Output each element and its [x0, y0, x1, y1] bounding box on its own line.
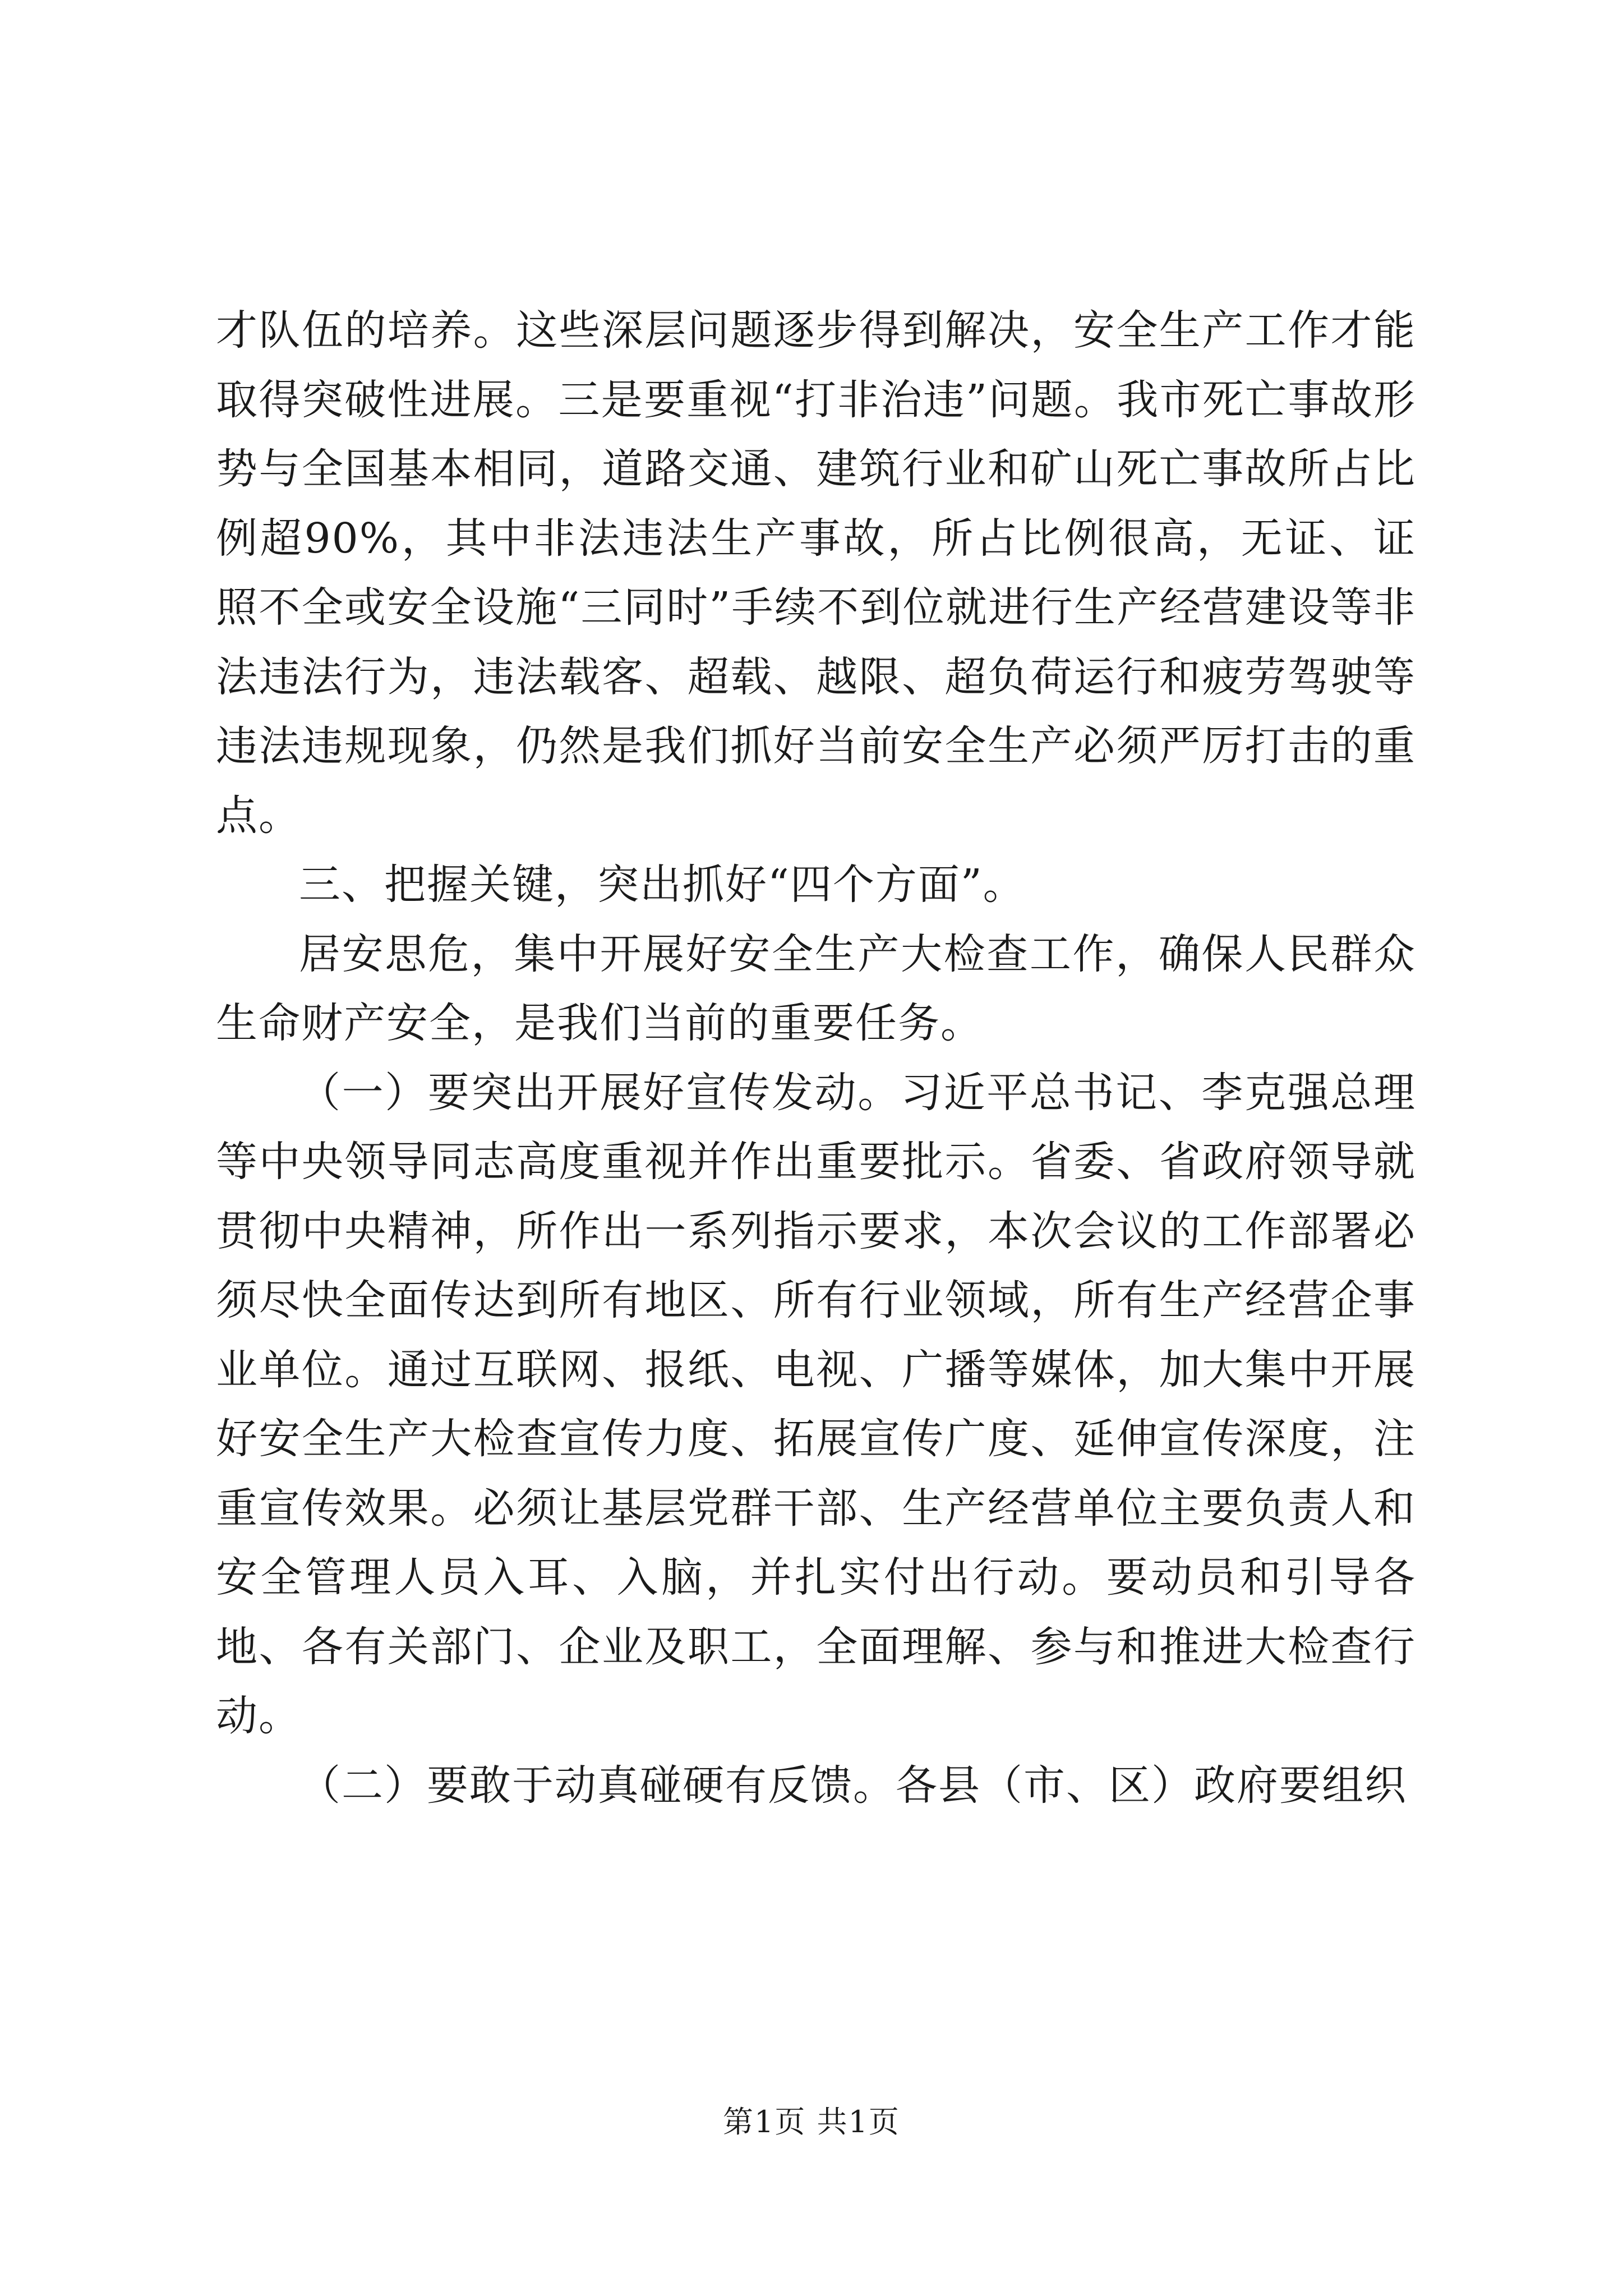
page-footer: 第1页 共1页 [723, 2104, 900, 2139]
paragraph-4: （一）要突出开展好宣传发动。习近平总书记、李克强总理等中央领导同志高度重视并作出重要批示。省委、省政府领导就贯彻中央精神，所作出一系列指示要求，本次会议的工作部署必须尽快全面传达到所有地区、所有行业领域，所有生产经营企事业单位。通过互联网、报纸、电视、广播等媒体，加大集中开展好安全生产大检查宣传力度、拓展宣传广度、延伸宣传深度，注重宣传效果。必须让基层党群干部、生产经营单位主要负责人和安全管理人员入耳、入脑，并扎实付出行动。要动员和引导各地、各有关部门、企业及职工，全面理解、参与和推进大检查行动。 [216, 1068, 1416, 1740]
paragraph-1: 才队伍的培养。这些深层问题逐步得到解决，安全生产工作才能取得突破性进展。三是要重视“打非治违”问题。我市死亡事故形势与全国基本相同，道路交通、建筑行业和矿山死亡事故所占比例超90%，其中非法违法生产事故，所占比例很高，无证、证照不全或安全设施“三同时”手续不到位就进行生产经营建设等非法违法行为，违法载客、超载、越限、超负荷运行和疲劳驾驶等违法违规现象，仍然是我们抓好当前安全生产必须严厉打击的重点。 [216, 306, 1416, 840]
paragraph-3: 居安思危，集中开展好安全生产大检查工作，确保人民群众生命财产安全，是我们当前的重要任务。 [216, 930, 1416, 1047]
document-body [216, 296, 1416, 1820]
section-heading-3: 三、把握关键，突出抓好“四个方面”。 [299, 861, 1026, 909]
paragraph-5: （二）要敢于动真碰硬有反馈。各县（市、区）政府要组织 [299, 1761, 1407, 1810]
